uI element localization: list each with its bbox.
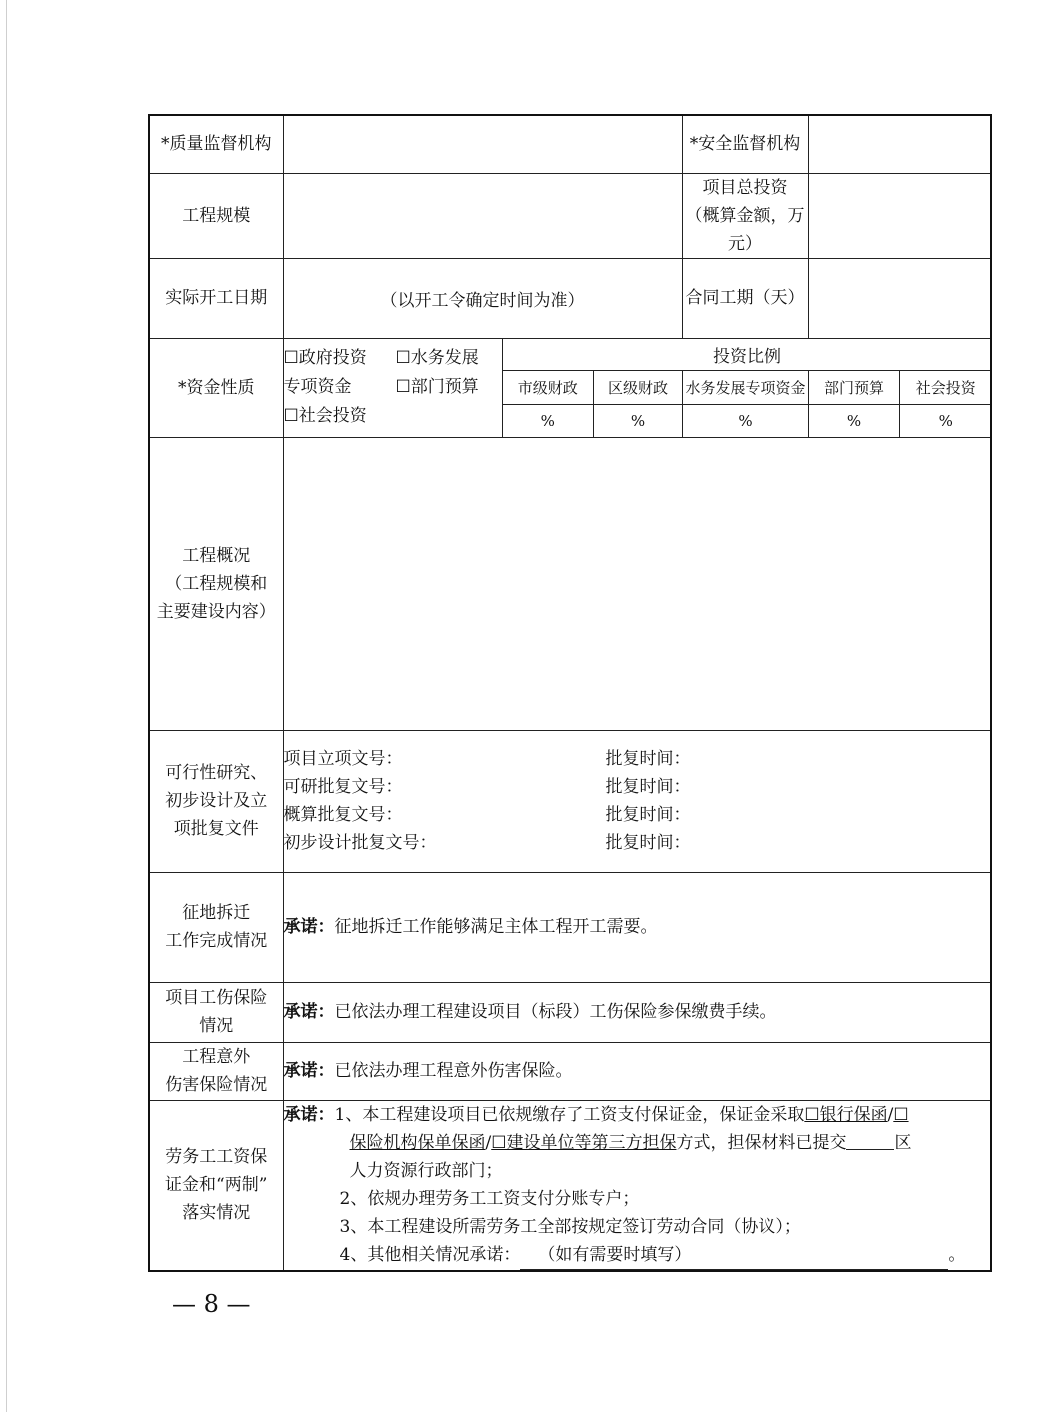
option-bank-guarantee[interactable]: ☐银行保函 <box>804 1104 888 1125</box>
fund-option-social[interactable]: ☐社会投资 <box>283 406 367 426</box>
option-insurance-checkbox[interactable]: ☐ <box>893 1104 909 1125</box>
fund-option-government[interactable]: ☐政府投资 <box>283 348 367 368</box>
ratio-val-social[interactable] <box>900 405 992 437</box>
promise-prefix: 承诺： <box>283 1002 335 1022</box>
safety-supervision-field[interactable] <box>808 115 991 173</box>
page-number: — 8 — <box>172 1290 251 1318</box>
docs-label-line2: 初步设计及立 <box>165 791 268 811</box>
ratio-cell <box>502 338 991 437</box>
district-blank[interactable] <box>846 1131 894 1150</box>
labor-item-2: 2、依规办理劳务工工资支付分账专户； <box>339 1188 640 1209</box>
start-date-field[interactable]: （以开工令确定时间为准） <box>283 258 682 338</box>
start-date-row <box>149 258 991 338</box>
ratio-col-water-fund: 水务发展专项资金 <box>683 371 809 405</box>
quality-supervision-field[interactable] <box>283 115 682 173</box>
scale-row <box>149 173 991 258</box>
labor-line-1 <box>284 1101 991 1129</box>
overview-row <box>149 437 991 730</box>
option-insurance-guarantee[interactable]: 保险机构保单保函 <box>349 1132 486 1153</box>
doc-feasibility-no-label: 可研批复文号： <box>283 777 403 797</box>
percent-sign: % <box>738 411 753 430</box>
labor-promise <box>283 1100 991 1271</box>
doc-item <box>284 773 991 801</box>
fund-option-dept-budget[interactable]: ☐部门预算 <box>395 377 479 397</box>
ratio-val-dept-budget[interactable] <box>809 405 900 437</box>
slash: / <box>887 1104 894 1125</box>
option-third-party-guarantee[interactable]: ☐建设单位等第三方担保 <box>491 1132 677 1153</box>
percent-sign: % <box>938 411 953 430</box>
contract-period-field[interactable] <box>808 258 991 338</box>
doc-item <box>284 745 991 773</box>
overview-label-line3: 主要建设内容） <box>156 601 276 622</box>
doc-item <box>284 801 991 829</box>
fund-option-water-dev[interactable]: ☐水务发展 <box>395 348 479 368</box>
total-investment-label <box>682 173 808 258</box>
ratio-title: 投资比例 <box>503 339 992 371</box>
total-investment-field[interactable] <box>808 173 991 258</box>
overview-label-line1: 工程概况 <box>182 545 251 566</box>
other-promise-hint: （如有需要时填写） <box>538 1244 692 1265</box>
promise-prefix: 承诺： <box>283 917 335 937</box>
land-label <box>149 872 283 982</box>
docs-label-line3: 项批复文件 <box>173 819 259 839</box>
labor-label-line1: 劳务工工资保 <box>165 1147 268 1167</box>
overview-field[interactable] <box>283 437 991 730</box>
period: 。 <box>948 1244 966 1265</box>
total-investment-label-line1: 项目总投资 <box>702 177 788 198</box>
overview-label <box>149 437 283 730</box>
fund-nature-label: *资金性质 <box>149 338 283 437</box>
fund-row <box>149 338 991 437</box>
labor-item-1-text: 1、本工程建设项目已依规缴存了工资支付保证金，保证金采取 <box>334 1104 805 1125</box>
percent-sign: % <box>846 411 862 430</box>
labor-line-2 <box>284 1129 991 1157</box>
fund-option-water-dev-cont: 专项资金 <box>283 377 352 397</box>
labor-label-line3: 落实情况 <box>182 1203 251 1223</box>
labor-item-4-text: 4、其他相关情况承诺： <box>339 1244 521 1265</box>
scale-field[interactable] <box>283 173 682 258</box>
land-promise-text: 征地拆迁工作能够满足主体工程开工需要。 <box>334 917 658 937</box>
doc-budget-no-label: 概算批复文号： <box>283 805 403 825</box>
scale-label: 工程规模 <box>149 173 283 258</box>
injury-row <box>149 982 991 1042</box>
doc-budget-date-label: 批复时间： <box>605 805 691 825</box>
slash: / <box>485 1132 492 1153</box>
land-row <box>149 872 991 982</box>
doc-feasibility-date-label: 批复时间： <box>605 777 691 797</box>
injury-label-line2: 情况 <box>199 1016 234 1036</box>
contract-period-label: 合同工期（天） <box>682 258 808 338</box>
docs-label-line1: 可行性研究、 <box>165 763 268 783</box>
land-label-line2: 工作完成情况 <box>165 931 268 951</box>
promise-prefix: 承诺： <box>283 1104 335 1125</box>
land-promise <box>283 872 991 982</box>
labor-item-1-text-cont: 方式，担保材料已提交 <box>676 1132 847 1153</box>
promise-prefix: 承诺： <box>283 1061 335 1081</box>
docs-field <box>283 730 991 872</box>
accident-promise-text: 已依法办理工程意外伤害保险。 <box>334 1061 573 1081</box>
quality-row <box>149 115 991 173</box>
labor-item-4 <box>284 1241 991 1270</box>
doc-design-no-label: 初步设计批复文号： <box>283 833 437 853</box>
labor-item-3: 3、本工程建设所需劳务工全部按规定签订劳动合同（协议）； <box>339 1216 801 1237</box>
ratio-col-dept-budget: 部门预算 <box>809 371 900 405</box>
doc-approval-no-label: 项目立项文号： <box>283 749 403 769</box>
doc-item <box>284 829 991 857</box>
injury-promise-text: 已依法办理工程建设项目（标段）工伤保险参保缴费手续。 <box>334 1002 777 1022</box>
accident-label-line2: 伤害保险情况 <box>165 1075 268 1095</box>
labor-row <box>149 1100 991 1271</box>
percent-sign: % <box>540 411 555 430</box>
accident-row <box>149 1042 991 1100</box>
accident-label-line1: 工程意外 <box>182 1047 251 1067</box>
labor-item-1-district: 区 <box>894 1132 912 1153</box>
safety-supervision-label: *安全监督机构 <box>682 115 808 173</box>
docs-label <box>149 730 283 872</box>
overview-label-line2: （工程规模和 <box>165 573 268 594</box>
ratio-col-social: 社会投资 <box>900 371 992 405</box>
page-edge-line <box>6 0 7 1412</box>
doc-approval-date-label: 批复时间： <box>605 749 691 769</box>
accident-label <box>149 1042 283 1100</box>
total-investment-label-line2: （概算金额，万元） <box>685 205 805 254</box>
percent-sign: % <box>630 411 646 430</box>
investment-ratio-table <box>503 339 992 437</box>
injury-label <box>149 982 283 1042</box>
labor-label-line2: 证金和“两制” <box>165 1175 268 1195</box>
quality-supervision-label: *质量监督机构 <box>149 115 283 173</box>
injury-label-line1: 项目工伤保险 <box>165 988 268 1008</box>
fund-options <box>283 338 502 437</box>
labor-label <box>149 1100 283 1271</box>
doc-design-date-label: 批复时间： <box>605 833 691 853</box>
other-promise-field[interactable] <box>520 1241 948 1270</box>
injury-promise <box>283 982 991 1042</box>
docs-row <box>149 730 991 872</box>
ratio-col-district: 区级财政 <box>594 371 683 405</box>
land-label-line1: 征地拆迁 <box>182 903 251 923</box>
start-date-label: 实际开工日期 <box>149 258 283 338</box>
ratio-val-district[interactable] <box>594 405 683 437</box>
ratio-col-city: 市级财政 <box>503 371 594 405</box>
ratio-val-city[interactable] <box>503 405 594 437</box>
accident-promise <box>283 1042 991 1100</box>
project-info-form <box>148 114 992 1272</box>
labor-line-3: 人力资源行政部门； <box>349 1160 503 1181</box>
ratio-val-water-fund[interactable] <box>683 405 809 437</box>
